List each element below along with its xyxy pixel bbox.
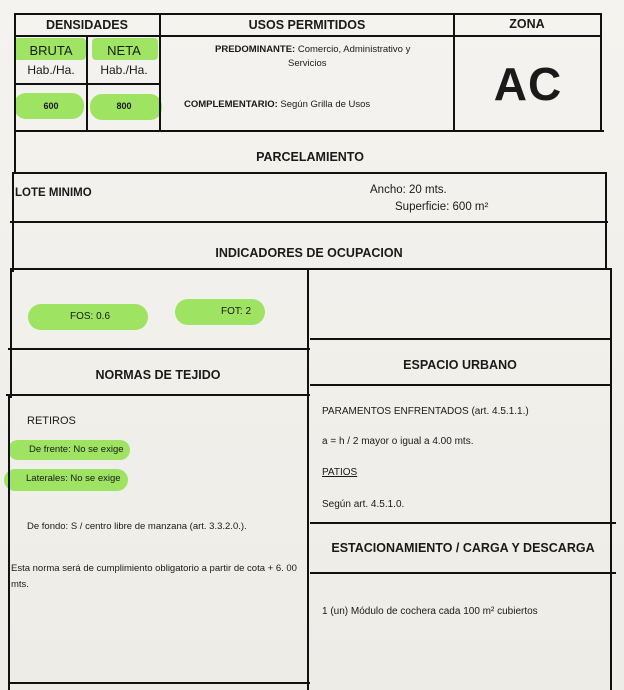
bruta-label: BRUTA xyxy=(29,43,73,58)
neta-label: NETA xyxy=(107,43,141,58)
lote-minimo: LOTE MINIMO xyxy=(15,187,92,199)
fot-value: FOT: 2 xyxy=(221,306,252,317)
neta-value: 800 xyxy=(116,101,132,111)
bruta-unit: Hab./Ha. xyxy=(27,63,75,77)
paramentos-formula: a = h / 2 mayor o igual a 4.00 mts. xyxy=(322,436,474,447)
retiro-laterales: Laterales: No se exige xyxy=(26,473,121,484)
header-densidades: DENSIDADES xyxy=(46,18,128,32)
retiro-fondo: De fondo: S / centro libre de manzana (art. 3.3.2.0.). xyxy=(27,521,247,532)
neta-unit: Hab./Ha. xyxy=(100,63,148,77)
patios-label: PATIOS xyxy=(322,467,358,478)
norma-line-1: Esta norma será de cumplimiento obligatorio a partir de cota + 6. 00 xyxy=(11,563,297,574)
complementario-line xyxy=(184,99,370,110)
parcelamiento-title: PARCELAMIENTO xyxy=(256,150,364,164)
espacio-urbano-title: ESPACIO URBANO xyxy=(403,358,517,372)
estacionamiento-text: 1 (un) Módulo de cochera cada 100 m² cubiertos xyxy=(322,606,538,617)
header-usos-permitidos: USOS PERMITIDOS xyxy=(248,18,366,32)
retiro-frente: De frente: No se exige xyxy=(29,444,124,455)
zona-code: AC xyxy=(493,58,563,110)
indicadores-title: INDICADORES DE OCUPACION xyxy=(215,246,403,260)
fos-value: FOS: 0.6 xyxy=(70,311,111,322)
bruta-value: 600 xyxy=(43,101,59,111)
norma-line-2: mts. xyxy=(11,579,29,590)
superficie: Superficie: 600 m² xyxy=(395,201,489,213)
ancho: Ancho: 20 mts. xyxy=(370,184,447,196)
complementario-label: COMPLEMENTARIO: xyxy=(184,99,278,110)
complementario-value: Según Grilla de Usos xyxy=(280,99,371,110)
predominante-label: PREDOMINANTE: xyxy=(215,44,296,55)
paramentos-enfrentados: PARAMENTOS ENFRENTADOS (art. 4.5.1.1.) xyxy=(322,406,529,417)
patios-segun: Según art. 4.5.1.0. xyxy=(322,499,405,510)
estacionamiento-title: ESTACIONAMIENTO / CARGA Y DESCARGA xyxy=(331,541,595,555)
normas-title: NORMAS DE TEJIDO xyxy=(95,368,221,382)
retiros-label: RETIROS xyxy=(27,415,76,427)
header-zona: ZONA xyxy=(509,17,545,31)
highlight-fot xyxy=(175,299,265,325)
predominante-line xyxy=(215,44,410,55)
predominante-value-2: Servicios xyxy=(288,58,327,69)
predominante-value: Comercio, Administrativo y xyxy=(297,44,411,55)
